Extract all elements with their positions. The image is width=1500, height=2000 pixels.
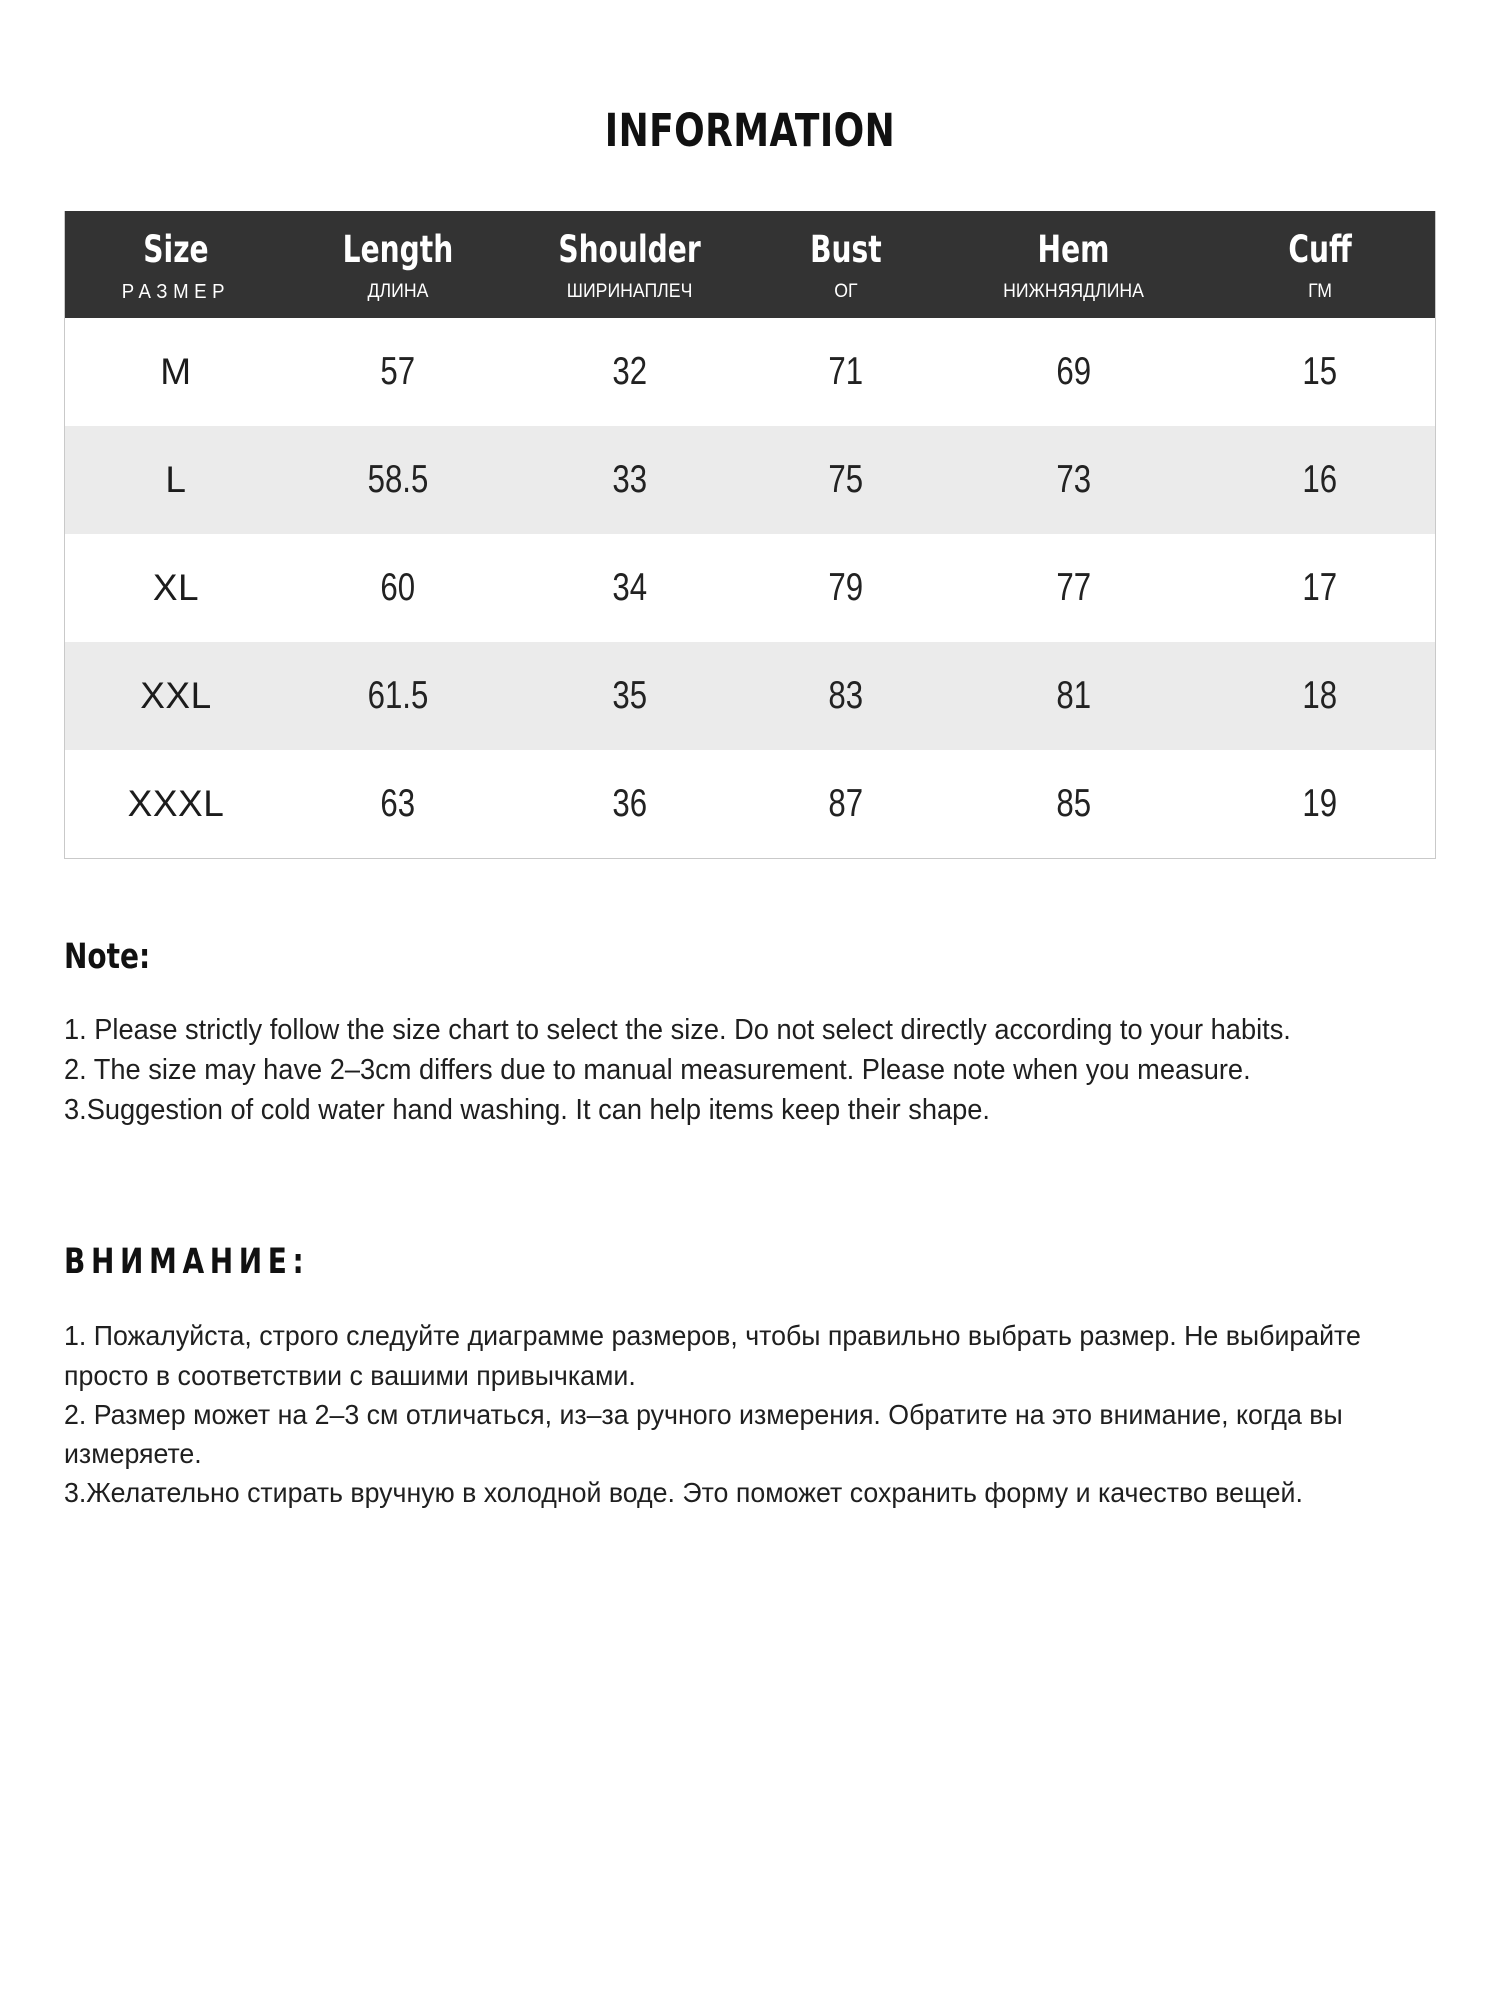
note-heading-russian: ВНИМАНИЕ: [64, 1242, 310, 1283]
table-header [65, 211, 1435, 318]
note-text-russian [64, 1316, 1433, 1512]
cell-shoulder [509, 750, 750, 858]
cell-size [65, 750, 287, 858]
cell-length [287, 642, 509, 750]
cell-length [287, 750, 509, 858]
cell-length [287, 426, 509, 534]
table-row [65, 750, 1435, 858]
cell-hem [942, 750, 1205, 858]
column-label-ru-length: ДЛИНА [367, 280, 429, 302]
size-chart-table [65, 211, 1435, 858]
value-length: 58.5 [367, 457, 429, 501]
note-section-english [64, 937, 1436, 1131]
column-label-ru-bust: ОГ [834, 280, 858, 302]
table-row [65, 642, 1435, 750]
cell-bust [750, 318, 942, 426]
cell-bust [750, 750, 942, 858]
column-label-ru-size: РАЗМЕР [121, 280, 231, 303]
cell-hem [942, 426, 1205, 534]
value-cuff: 15 [1302, 349, 1338, 393]
column-label-ru-cuff: ГМ [1307, 280, 1332, 302]
column-label-en-size: Size [143, 228, 209, 271]
cell-cuff [1205, 750, 1435, 858]
value-bust: 87 [828, 781, 864, 825]
table-row [65, 426, 1435, 534]
value-shoulder: 32 [612, 349, 647, 393]
cell-cuff [1205, 318, 1435, 426]
cell-hem [942, 318, 1205, 426]
table-body [65, 318, 1435, 858]
column-header-shoulder [509, 211, 750, 318]
column-header-size [65, 211, 287, 318]
note-line-1: 1. Please strictly follow the size chart to select the size. Do not select directly according to your habits. [64, 1013, 1291, 1046]
note-line-2: 2. The size may have 2–3cm differs due to manual measurement. Please note when you measure. [64, 1053, 1251, 1086]
value-size: M [160, 350, 192, 392]
table-header-row [65, 211, 1435, 318]
value-cuff: 18 [1302, 673, 1338, 717]
note-line-3: 3.Желательно стирать вручную в холодной воде. Это поможет сохранить форму и качество вещей. [64, 1477, 1303, 1509]
value-length: 57 [380, 349, 416, 393]
cell-size [65, 318, 287, 426]
table-row [65, 534, 1435, 642]
cell-hem [942, 642, 1205, 750]
column-header-hem [942, 211, 1205, 318]
note-line-3: 3.Suggestion of cold water hand washing. It can help items keep their shape. [64, 1093, 990, 1126]
note-heading-english: Note: [64, 936, 151, 977]
value-bust: 75 [828, 457, 864, 501]
value-hem: 77 [1055, 565, 1091, 609]
note-text-english [64, 1011, 1433, 1131]
value-hem: 69 [1055, 349, 1091, 393]
value-cuff: 17 [1302, 565, 1338, 609]
value-cuff: 19 [1302, 781, 1338, 825]
value-shoulder: 34 [612, 565, 647, 609]
column-header-bust [750, 211, 942, 318]
value-size: XL [152, 566, 200, 608]
cell-bust [750, 426, 942, 534]
value-cuff: 16 [1302, 457, 1338, 501]
value-hem: 73 [1055, 457, 1091, 501]
size-chart-table-container [64, 211, 1436, 859]
value-length: 61.5 [367, 673, 429, 717]
cell-shoulder [509, 534, 750, 642]
column-header-length [287, 211, 509, 318]
table-row [65, 318, 1435, 426]
value-shoulder: 33 [612, 457, 647, 501]
cell-size [65, 642, 287, 750]
cell-shoulder [509, 318, 750, 426]
cell-bust [750, 642, 942, 750]
value-bust: 71 [828, 349, 864, 393]
note-line-2: 2. Размер может на 2–3 см отличаться, из–за ручного измерения. Обратите на это внимание, когда вы измеряете. [64, 1398, 1343, 1469]
value-size: XXXL [127, 782, 225, 824]
value-bust: 79 [828, 565, 864, 609]
value-size: L [165, 458, 187, 500]
value-bust: 83 [828, 673, 864, 717]
cell-length [287, 534, 509, 642]
cell-cuff [1205, 534, 1435, 642]
value-shoulder: 35 [612, 673, 647, 717]
cell-size [65, 534, 287, 642]
cell-length [287, 318, 509, 426]
cell-cuff [1205, 642, 1435, 750]
column-label-en-hem: Hem [1037, 228, 1110, 271]
cell-hem [942, 534, 1205, 642]
column-label-ru-hem: НИЖНЯЯДЛИНА [1002, 280, 1144, 302]
column-label-ru-shoulder: ШИРИНАПЛЕЧ [566, 280, 693, 302]
column-header-cuff [1205, 211, 1435, 318]
value-length: 60 [380, 565, 416, 609]
note-section-russian [64, 1242, 1436, 1512]
value-length: 63 [380, 781, 416, 825]
column-label-en-shoulder: Shoulder [558, 228, 701, 271]
note-line-1: 1. Пожалуйста, строго следуйте диаграмме размеров, чтобы правильно выбрать размер. Не выбирайте просто в соответствии с вашими привычками. [64, 1320, 1361, 1391]
cell-size [65, 426, 287, 534]
value-hem: 85 [1055, 781, 1091, 825]
cell-cuff [1205, 426, 1435, 534]
cell-shoulder [509, 426, 750, 534]
value-shoulder: 36 [612, 781, 647, 825]
cell-shoulder [509, 642, 750, 750]
cell-bust [750, 534, 942, 642]
column-label-en-bust: Bust [810, 228, 882, 271]
column-label-en-length: Length [342, 228, 454, 271]
value-size: XXL [140, 674, 212, 716]
column-label-en-cuff: Cuff [1288, 228, 1352, 271]
page-title: INFORMATION [604, 104, 896, 157]
value-hem: 81 [1055, 673, 1091, 717]
